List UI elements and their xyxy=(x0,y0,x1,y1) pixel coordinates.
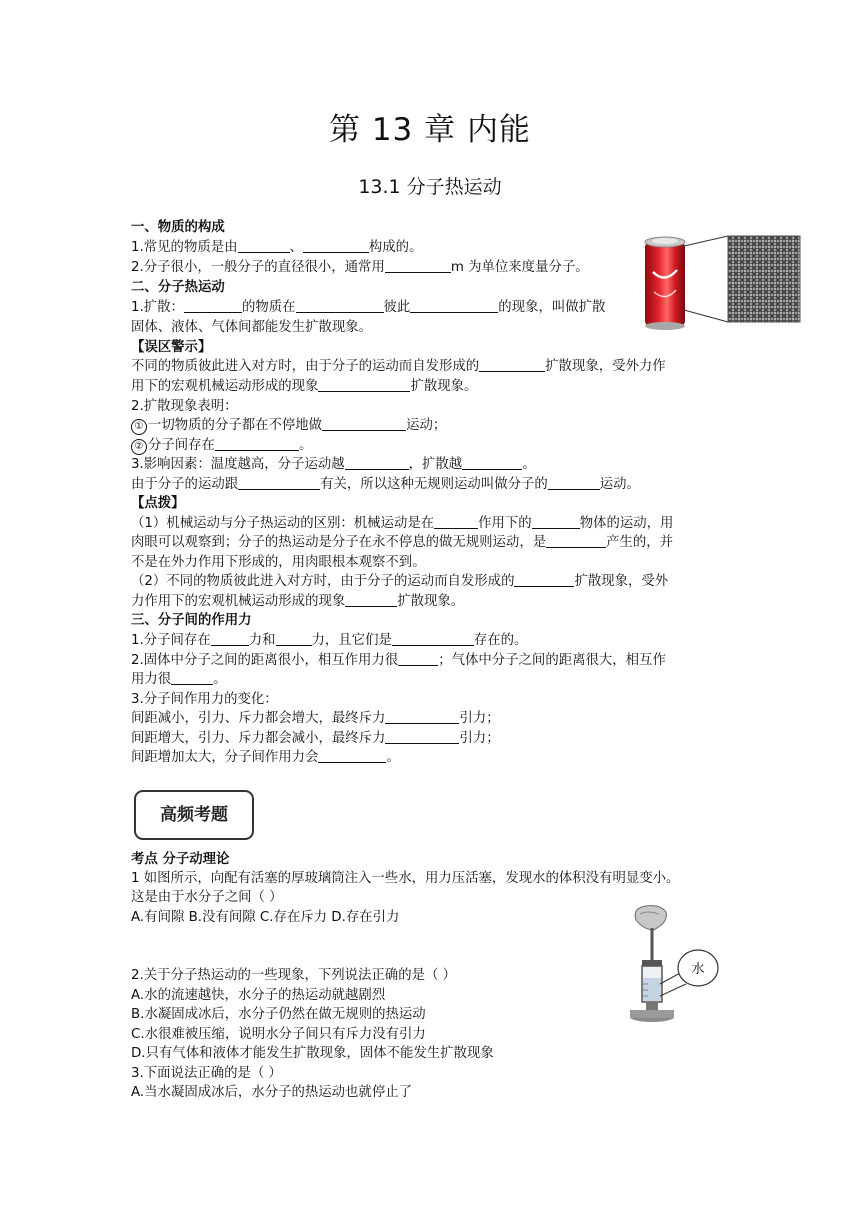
tip-line4: （2）不同的物质彼此进入对方时，由于分子的运动而自发形成的 扩散现象，受外 xyxy=(131,574,669,589)
s1-line2: 2.分子很小，一般分子的直径很小，通常用 m 为单位来度量分子。 xyxy=(131,260,589,275)
tip-line3: 不是在外力作用下形成的，用肉眼根本观察不到。 xyxy=(131,555,426,570)
s3-line5: 间距减小，引力、斥力都会增大，最终斥力 引力； xyxy=(131,711,500,726)
tip-line1: （1）机械运动与分子热运动的区别：机械运动是在 作用下的 物体的运动，用 xyxy=(131,516,674,531)
blank[interactable] xyxy=(318,748,386,763)
magnified-surface-icon xyxy=(728,236,800,322)
blank[interactable] xyxy=(184,298,242,313)
question-2: 2.关于分子热运动的一些现象，下列说法正确的是（ ） xyxy=(131,968,457,983)
warning-line2: 用下的宏观机械运动形成的现象 扩散现象。 xyxy=(131,379,478,394)
blank[interactable] xyxy=(322,416,406,431)
question-2-option-b: B.水凝固成冰后，水分子仍然在做无规则的热运动 xyxy=(131,1007,426,1022)
can-diffusion-illustration xyxy=(640,232,802,332)
s2-line7: 由于分子的运动跟 有关，所以这种无规则运动叫做分子的 运动。 xyxy=(131,477,640,492)
question-1-line2: 这是由于水分子之间（ ） xyxy=(131,890,283,905)
blank[interactable] xyxy=(434,514,478,529)
s3-line7: 间距增加太大，分子间作用力会 。 xyxy=(131,750,400,765)
s1-heading: 一、物质的构成 xyxy=(131,220,225,235)
blank[interactable] xyxy=(462,455,522,470)
s1-line1: 1.常见的物质是由 、 构成的。 xyxy=(131,240,423,255)
s3-heading: 三、分子间的作用力 xyxy=(131,613,252,628)
blank[interactable] xyxy=(392,631,474,646)
blank[interactable] xyxy=(296,298,384,313)
page-title: 第 13 章 内能 xyxy=(328,112,531,148)
water-label: 水 xyxy=(691,962,705,977)
blank[interactable] xyxy=(171,670,213,685)
blank[interactable] xyxy=(215,436,299,451)
warning-heading: 【误区警示】 xyxy=(131,340,212,355)
s3-line4: 3.分子间作用力的变化： xyxy=(131,692,278,707)
blank[interactable] xyxy=(532,514,580,529)
s3-line3: 用力很 。 xyxy=(131,672,227,687)
piston-cylinder-icon xyxy=(630,928,674,1022)
question-1-options: A.有间隙 B.没有间隙 C.存在斥力 D.存在引力 xyxy=(131,910,400,925)
circled-number: ① xyxy=(131,419,147,435)
piston-cylinder-illustration xyxy=(624,904,730,1026)
tip-heading: 【点拨】 xyxy=(131,496,185,511)
tip-line5: 力作用下的宏观机械运动形成的现象 扩散现象。 xyxy=(131,594,465,609)
blank[interactable] xyxy=(385,258,451,273)
s2-line2: 固体、液体、气体间都能发生扩散现象。 xyxy=(131,320,373,335)
blank[interactable] xyxy=(211,631,249,646)
blank[interactable] xyxy=(385,709,459,724)
s2-line1: 1.扩散： 的物质在 彼此 的现象，叫做扩散 xyxy=(131,300,606,315)
tip-line2: 肉眼可以观察到；分子的热运动是分子在永不停息的做无规则运动，是 产生的，并 xyxy=(131,535,674,550)
question-2-option-d: D.只有气体和液体才能发生扩散现象，固体不能发生扩散现象 xyxy=(131,1046,494,1061)
blank[interactable] xyxy=(303,238,369,253)
high-frequency-badge: 高频考题 xyxy=(134,790,254,840)
blank[interactable] xyxy=(548,475,600,490)
blank[interactable] xyxy=(385,729,459,744)
blank[interactable] xyxy=(345,592,397,607)
blank[interactable] xyxy=(318,377,410,392)
circled-number: ② xyxy=(131,439,147,455)
blank[interactable] xyxy=(479,357,545,372)
s3-line1: 1.分子间存在 力和 力，且它们是 存在的。 xyxy=(131,633,528,648)
question-2-option-c: C.水很难被压缩，说明水分子间只有斥力没有引力 xyxy=(131,1027,426,1042)
s2-line6: 3.影响因素：温度越高，分子运动越 ，扩散越 。 xyxy=(131,457,536,472)
s3-line6: 间距增大，引力、斥力都会减小，最终斥力 引力； xyxy=(131,731,500,746)
blank[interactable] xyxy=(398,651,438,666)
hand-icon xyxy=(635,906,666,930)
question-1-line1: 1 如图所示，向配有活塞的厚玻璃筒注入一些水，用力压活塞，发现水的体积没有明显变小。 xyxy=(131,871,680,886)
exam-point: 考点 分子动理论 xyxy=(131,852,230,867)
question-3: 3.下面说法正确的是（ ） xyxy=(131,1066,282,1081)
soda-can-icon xyxy=(645,237,685,330)
warning-line1: 不同的物质彼此进入对方时，由于分子的运动而自发形成的 扩散现象，受外力作 xyxy=(131,359,666,374)
blank[interactable] xyxy=(514,572,574,587)
blank[interactable] xyxy=(546,533,606,548)
s3-line2: 2.固体中分子之间的距离很小，相互作用力很 ；气体中分子之间的距离很大，相互作 xyxy=(131,653,666,668)
s2-line4: ① 一切物质的分子都在不停地做 运动； xyxy=(131,416,446,435)
blank[interactable] xyxy=(410,298,498,313)
section-subtitle: 13.1 分子热运动 xyxy=(358,176,502,198)
s2-line5: ② 分子间存在 。 xyxy=(131,436,312,455)
question-3-option-a: A.当水凝固成冰后，水分子的热运动也就停止了 xyxy=(131,1085,412,1100)
s2-heading: 二、分子热运动 xyxy=(131,280,225,295)
blank[interactable] xyxy=(276,631,312,646)
blank[interactable] xyxy=(238,475,320,490)
question-2-option-a: A.水的流速越快，水分子的热运动就越剧烈 xyxy=(131,988,386,1003)
blank[interactable] xyxy=(345,455,409,470)
blank[interactable] xyxy=(238,238,290,253)
s2-line3: 2.扩散现象表明： xyxy=(131,399,238,414)
